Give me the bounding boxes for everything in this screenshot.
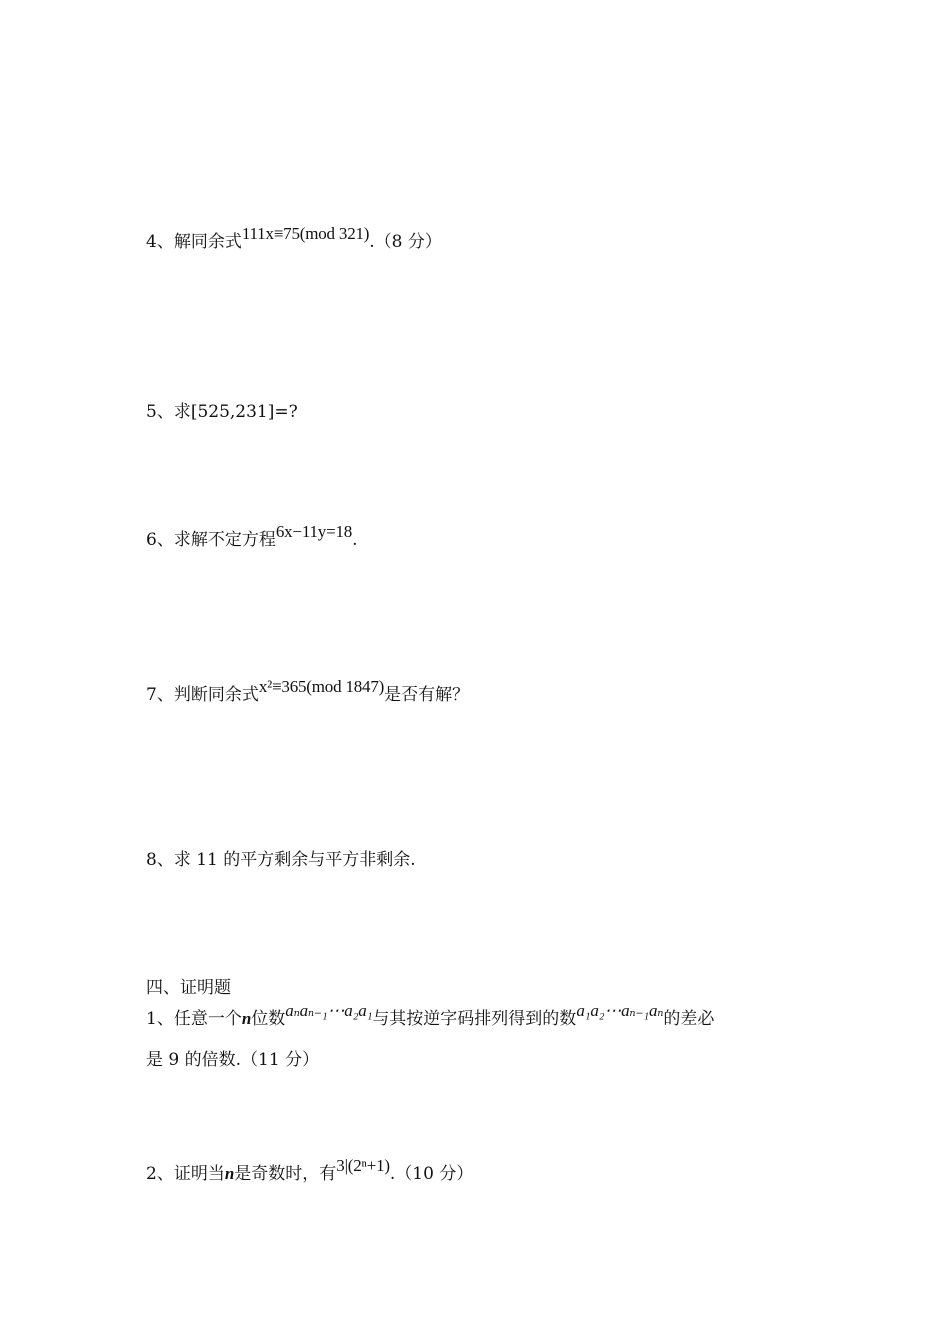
proof-1-mid2: 与其按逆字码排列得到的数	[372, 1009, 577, 1029]
proof-1-number-1: aₙaₙ₋₁⋯a₂a₁	[285, 1001, 373, 1020]
proof-2-variable-n: n	[224, 1164, 235, 1183]
proof-1-line-1	[146, 1001, 715, 1031]
proof-2-suffix: .（10 分）	[389, 1164, 474, 1184]
problem-8-text: 8、求 11 的平方剩余与平方非剩余.	[146, 850, 416, 870]
problem-4-suffix: .（8 分）	[369, 232, 442, 252]
problem-6	[146, 522, 358, 552]
problem-7-suffix: 是否有解？	[384, 685, 470, 705]
problem-5-text: 5、求[525,231]=?	[146, 402, 298, 422]
proof-1-suffix: 的差必	[663, 1009, 715, 1029]
problem-4-formula: 111x≡75(mod 321)	[241, 224, 370, 243]
problem-7-formula: x²≡365(mod 1847)	[258, 677, 385, 696]
proof-2-formula: 3|(2ⁿ+1)	[336, 1156, 390, 1175]
proof-1-variable-n: n	[241, 1009, 252, 1028]
problem-7-prefix: 7、判断同余式	[146, 685, 259, 705]
proof-1-prefix: 1、任意一个	[146, 1009, 242, 1029]
proof-2-mid: 是奇数时，有	[234, 1164, 337, 1184]
proof-1-number-2: a₁a₂⋯aₙ₋₁aₙ	[576, 1001, 664, 1020]
proof-2	[146, 1156, 474, 1186]
problem-8	[146, 848, 416, 872]
problem-6-prefix: 6、求解不定方程	[146, 530, 276, 550]
problem-5	[146, 400, 298, 424]
problem-4	[146, 224, 442, 254]
problem-7	[146, 677, 470, 707]
proof-1-line-2-text: 是 9 的倍数.（11 分）	[146, 1050, 320, 1070]
proof-2-prefix: 2、证明当	[146, 1164, 225, 1184]
proof-1-mid1: 位数	[251, 1009, 286, 1029]
proof-1-line-2	[146, 1048, 319, 1072]
section-title: 四、证明题	[146, 978, 231, 998]
problem-4-prefix: 4、解同余式	[146, 232, 242, 252]
problem-6-suffix: .	[352, 530, 358, 550]
problem-6-formula: 6x−11y=18	[275, 522, 353, 541]
